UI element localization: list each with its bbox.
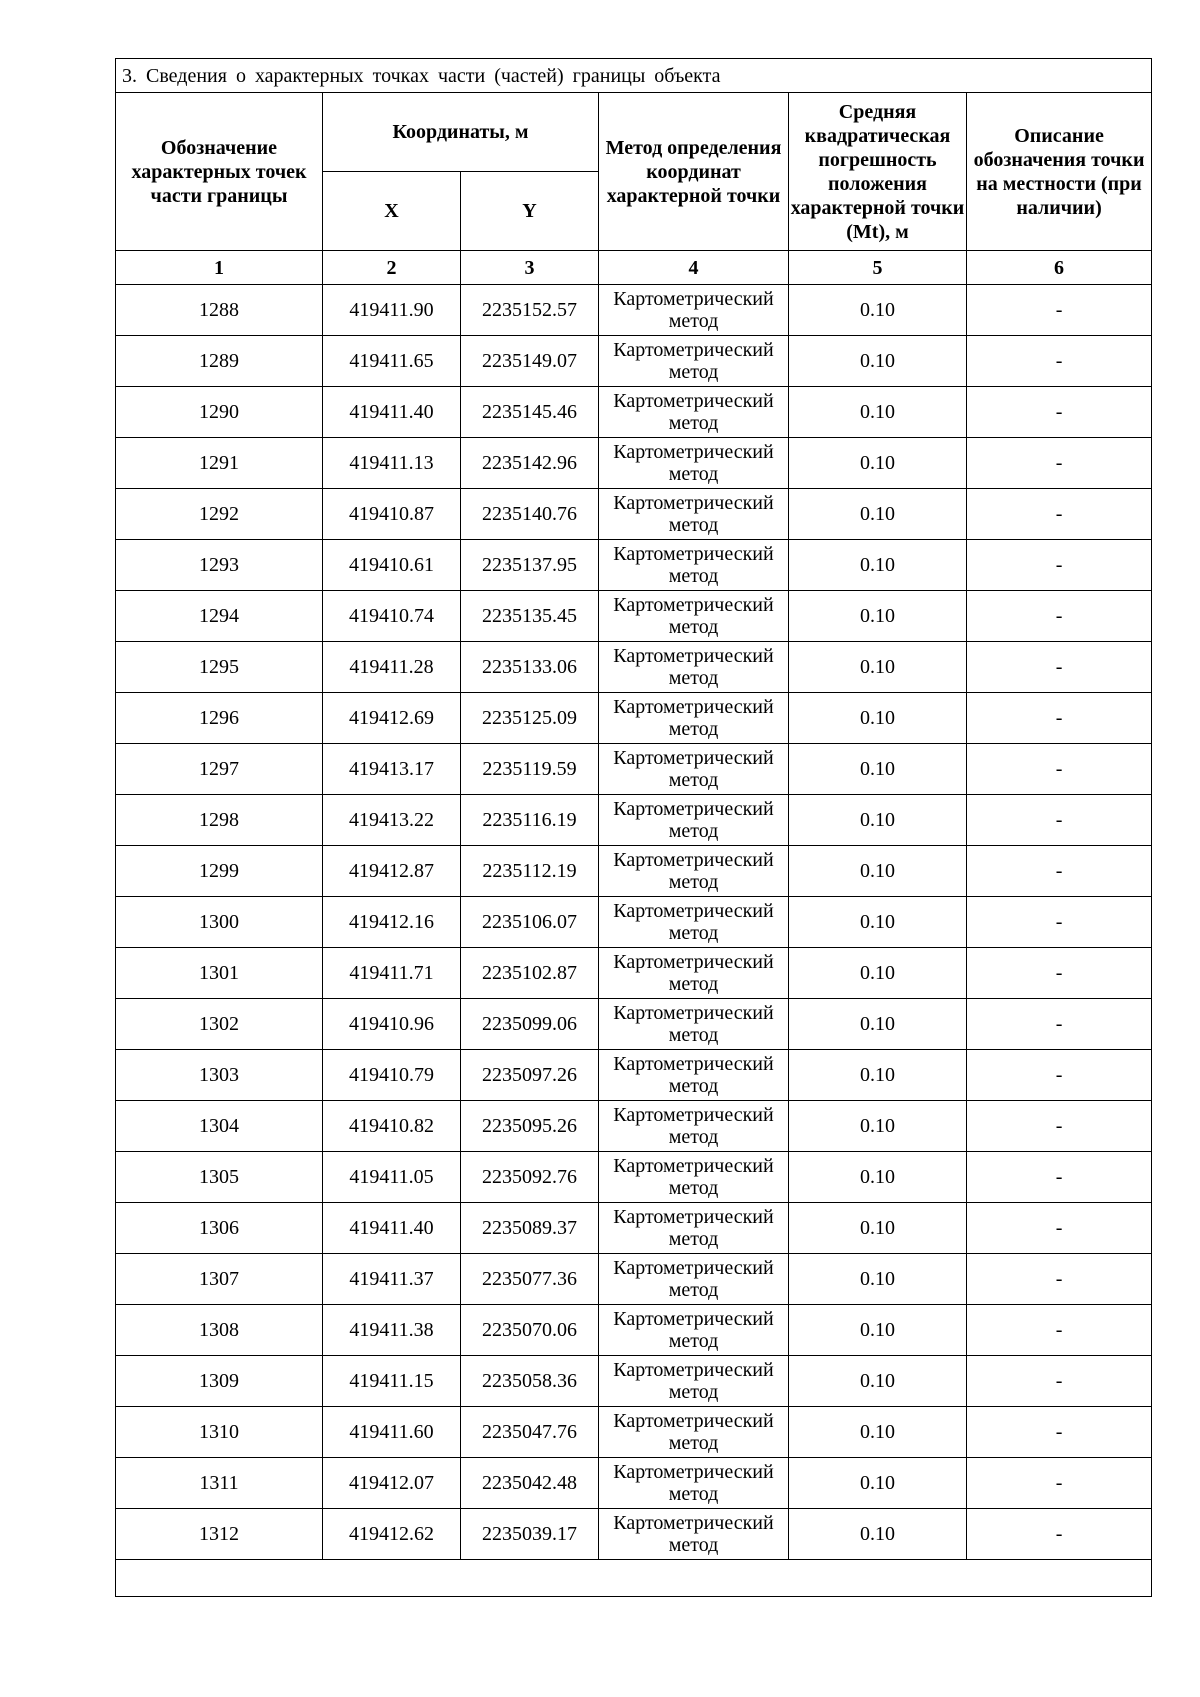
method-cell: Картометрический метод — [599, 1509, 789, 1560]
mean-error-cell: 0.10 — [789, 1254, 967, 1305]
description-cell: - — [967, 693, 1152, 744]
x-coordinate-cell: 419412.69 — [323, 693, 461, 744]
column-number-row — [116, 251, 1152, 285]
description-cell: - — [967, 846, 1152, 897]
method-cell: Картометрический метод — [599, 285, 789, 336]
y-coordinate-cell: 2235102.87 — [461, 948, 599, 999]
method-cell: Картометрический метод — [599, 1305, 789, 1356]
y-coordinate-cell: 2235112.19 — [461, 846, 599, 897]
table-row — [116, 1203, 1152, 1254]
point-number-cell: 1306 — [116, 1203, 323, 1254]
description-cell: - — [967, 1356, 1152, 1407]
table-row — [116, 897, 1152, 948]
point-number-cell: 1297 — [116, 744, 323, 795]
point-number-cell: 1300 — [116, 897, 323, 948]
y-coordinate-cell: 2235099.06 — [461, 999, 599, 1050]
x-coordinate-cell: 419411.65 — [323, 336, 461, 387]
method-cell: Картометрический метод — [599, 1152, 789, 1203]
point-number-cell: 1289 — [116, 336, 323, 387]
x-coordinate-cell: 419410.79 — [323, 1050, 461, 1101]
description-cell: - — [967, 795, 1152, 846]
mean-error-cell: 0.10 — [789, 795, 967, 846]
y-coordinate-cell: 2235089.37 — [461, 1203, 599, 1254]
mean-error-cell: 0.10 — [789, 489, 967, 540]
mean-error-cell: 0.10 — [789, 1152, 967, 1203]
y-coordinate-cell: 2235137.95 — [461, 540, 599, 591]
mean-error-cell: 0.10 — [789, 642, 967, 693]
empty-cell — [116, 1560, 1152, 1597]
y-coordinate-cell: 2235106.07 — [461, 897, 599, 948]
y-coordinate-cell: 2235152.57 — [461, 285, 599, 336]
y-coordinate-cell: 2235097.26 — [461, 1050, 599, 1101]
table-row — [116, 1050, 1152, 1101]
mean-error-cell: 0.10 — [789, 1203, 967, 1254]
method-cell: Картометрический метод — [599, 438, 789, 489]
header-row — [116, 93, 1152, 172]
point-number-cell: 1312 — [116, 1509, 323, 1560]
table-row — [116, 489, 1152, 540]
mean-error-cell: 0.10 — [789, 1509, 967, 1560]
header-x: X — [323, 172, 461, 251]
method-cell: Картометрический метод — [599, 1407, 789, 1458]
table-row — [116, 1305, 1152, 1356]
description-cell: - — [967, 1152, 1152, 1203]
table-row — [116, 744, 1152, 795]
x-coordinate-cell: 419411.05 — [323, 1152, 461, 1203]
method-cell: Картометрический метод — [599, 642, 789, 693]
description-cell: - — [967, 387, 1152, 438]
mean-error-cell: 0.10 — [789, 1407, 967, 1458]
y-coordinate-cell: 2235149.07 — [461, 336, 599, 387]
y-coordinate-cell: 2235119.59 — [461, 744, 599, 795]
mean-error-cell: 0.10 — [789, 387, 967, 438]
method-cell: Картометрический метод — [599, 846, 789, 897]
header-mean-error: Средняя квадратическая погрешность положения характерной точки (Mt), м — [789, 93, 967, 251]
x-coordinate-cell: 419411.90 — [323, 285, 461, 336]
description-cell: - — [967, 1458, 1152, 1509]
method-cell: Картометрический метод — [599, 1050, 789, 1101]
mean-error-cell: 0.10 — [789, 1050, 967, 1101]
table-row — [116, 387, 1152, 438]
description-cell: - — [967, 591, 1152, 642]
point-number-cell: 1288 — [116, 285, 323, 336]
x-coordinate-cell: 419411.13 — [323, 438, 461, 489]
mean-error-cell: 0.10 — [789, 540, 967, 591]
description-cell: - — [967, 1407, 1152, 1458]
x-coordinate-cell: 419411.37 — [323, 1254, 461, 1305]
description-cell: - — [967, 489, 1152, 540]
description-cell: - — [967, 1050, 1152, 1101]
method-cell: Картометрический метод — [599, 1356, 789, 1407]
x-coordinate-cell: 419413.22 — [323, 795, 461, 846]
x-coordinate-cell: 419412.87 — [323, 846, 461, 897]
header-point-designation: Обозначение характерных точек части границы — [116, 93, 323, 251]
point-number-cell: 1301 — [116, 948, 323, 999]
y-coordinate-cell: 2235135.45 — [461, 591, 599, 642]
point-number-cell: 1311 — [116, 1458, 323, 1509]
point-number-cell: 1304 — [116, 1101, 323, 1152]
point-number-cell: 1291 — [116, 438, 323, 489]
column-number: 2 — [323, 251, 461, 285]
method-cell: Картометрический метод — [599, 1101, 789, 1152]
method-cell: Картометрический метод — [599, 387, 789, 438]
mean-error-cell: 0.10 — [789, 591, 967, 642]
point-number-cell: 1309 — [116, 1356, 323, 1407]
table-row — [116, 1509, 1152, 1560]
table-row — [116, 336, 1152, 387]
mean-error-cell: 0.10 — [789, 336, 967, 387]
section-title-row — [116, 59, 1152, 93]
x-coordinate-cell: 419411.40 — [323, 1203, 461, 1254]
description-cell: - — [967, 642, 1152, 693]
x-coordinate-cell: 419413.17 — [323, 744, 461, 795]
x-coordinate-cell: 419411.15 — [323, 1356, 461, 1407]
description-cell: - — [967, 1305, 1152, 1356]
table-row — [116, 285, 1152, 336]
header-coordinates: Координаты, м — [323, 93, 599, 172]
method-cell: Картометрический метод — [599, 1203, 789, 1254]
header-description: Описание обозначения точки на местности (при наличии) — [967, 93, 1152, 251]
point-number-cell: 1310 — [116, 1407, 323, 1458]
description-cell: - — [967, 540, 1152, 591]
mean-error-cell: 0.10 — [789, 1356, 967, 1407]
header-y: Y — [461, 172, 599, 251]
y-coordinate-cell: 2235145.46 — [461, 387, 599, 438]
point-number-cell: 1294 — [116, 591, 323, 642]
x-coordinate-cell: 419412.16 — [323, 897, 461, 948]
description-cell: - — [967, 999, 1152, 1050]
y-coordinate-cell: 2235039.17 — [461, 1509, 599, 1560]
table-row — [116, 948, 1152, 999]
method-cell: Картометрический метод — [599, 1458, 789, 1509]
header-method: Метод определения координат характерной точки — [599, 93, 789, 251]
table-row — [116, 1458, 1152, 1509]
table-row — [116, 1254, 1152, 1305]
table-row — [116, 1356, 1152, 1407]
description-cell: - — [967, 897, 1152, 948]
mean-error-cell: 0.10 — [789, 438, 967, 489]
point-number-cell: 1305 — [116, 1152, 323, 1203]
mean-error-cell: 0.10 — [789, 1458, 967, 1509]
table-row — [116, 438, 1152, 489]
mean-error-cell: 0.10 — [789, 744, 967, 795]
table-row — [116, 795, 1152, 846]
x-coordinate-cell: 419410.61 — [323, 540, 461, 591]
table-row — [116, 591, 1152, 642]
y-coordinate-cell: 2235095.26 — [461, 1101, 599, 1152]
x-coordinate-cell: 419411.28 — [323, 642, 461, 693]
x-coordinate-cell: 419411.60 — [323, 1407, 461, 1458]
description-cell: - — [967, 336, 1152, 387]
method-cell: Картометрический метод — [599, 744, 789, 795]
description-cell: - — [967, 744, 1152, 795]
table-row — [116, 999, 1152, 1050]
point-number-cell: 1292 — [116, 489, 323, 540]
section-title: 3. Сведения о характерных точках части (частей) границы объекта — [116, 59, 1152, 93]
description-cell: - — [967, 1509, 1152, 1560]
y-coordinate-cell: 2235042.48 — [461, 1458, 599, 1509]
x-coordinate-cell: 419410.82 — [323, 1101, 461, 1152]
x-coordinate-cell: 419411.40 — [323, 387, 461, 438]
description-cell: - — [967, 1203, 1152, 1254]
point-number-cell: 1302 — [116, 999, 323, 1050]
table-row — [116, 642, 1152, 693]
method-cell: Картометрический метод — [599, 999, 789, 1050]
x-coordinate-cell: 419410.96 — [323, 999, 461, 1050]
method-cell: Картометрический метод — [599, 1254, 789, 1305]
method-cell: Картометрический метод — [599, 795, 789, 846]
y-coordinate-cell: 2235125.09 — [461, 693, 599, 744]
method-cell: Картометрический метод — [599, 948, 789, 999]
description-cell: - — [967, 1254, 1152, 1305]
method-cell: Картометрический метод — [599, 336, 789, 387]
table-row — [116, 846, 1152, 897]
column-number: 3 — [461, 251, 599, 285]
point-number-cell: 1307 — [116, 1254, 323, 1305]
y-coordinate-cell: 2235142.96 — [461, 438, 599, 489]
table-row — [116, 1407, 1152, 1458]
mean-error-cell: 0.10 — [789, 693, 967, 744]
table-row — [116, 693, 1152, 744]
mean-error-cell: 0.10 — [789, 948, 967, 999]
description-cell: - — [967, 948, 1152, 999]
boundary-points-table — [115, 58, 1152, 1597]
x-coordinate-cell: 419410.74 — [323, 591, 461, 642]
point-number-cell: 1290 — [116, 387, 323, 438]
column-number: 4 — [599, 251, 789, 285]
y-coordinate-cell: 2235116.19 — [461, 795, 599, 846]
column-number: 5 — [789, 251, 967, 285]
mean-error-cell: 0.10 — [789, 285, 967, 336]
empty-table-row — [116, 1560, 1152, 1597]
point-number-cell: 1303 — [116, 1050, 323, 1101]
y-coordinate-cell: 2235140.76 — [461, 489, 599, 540]
description-cell: - — [967, 285, 1152, 336]
description-cell: - — [967, 438, 1152, 489]
point-number-cell: 1298 — [116, 795, 323, 846]
y-coordinate-cell: 2235058.36 — [461, 1356, 599, 1407]
point-number-cell: 1296 — [116, 693, 323, 744]
method-cell: Картометрический метод — [599, 693, 789, 744]
method-cell: Картометрический метод — [599, 540, 789, 591]
x-coordinate-cell: 419412.07 — [323, 1458, 461, 1509]
y-coordinate-cell: 2235092.76 — [461, 1152, 599, 1203]
method-cell: Картометрический метод — [599, 591, 789, 642]
point-number-cell: 1308 — [116, 1305, 323, 1356]
point-number-cell: 1299 — [116, 846, 323, 897]
mean-error-cell: 0.10 — [789, 897, 967, 948]
mean-error-cell: 0.10 — [789, 846, 967, 897]
mean-error-cell: 0.10 — [789, 1305, 967, 1356]
y-coordinate-cell: 2235133.06 — [461, 642, 599, 693]
x-coordinate-cell: 419411.38 — [323, 1305, 461, 1356]
y-coordinate-cell: 2235070.06 — [461, 1305, 599, 1356]
y-coordinate-cell: 2235077.36 — [461, 1254, 599, 1305]
table-row — [116, 540, 1152, 591]
column-number: 1 — [116, 251, 323, 285]
table-row — [116, 1152, 1152, 1203]
point-number-cell: 1295 — [116, 642, 323, 693]
y-coordinate-cell: 2235047.76 — [461, 1407, 599, 1458]
point-number-cell: 1293 — [116, 540, 323, 591]
x-coordinate-cell: 419410.87 — [323, 489, 461, 540]
description-cell: - — [967, 1101, 1152, 1152]
mean-error-cell: 0.10 — [789, 1101, 967, 1152]
column-number: 6 — [967, 251, 1152, 285]
x-coordinate-cell: 419412.62 — [323, 1509, 461, 1560]
table-row — [116, 1101, 1152, 1152]
mean-error-cell: 0.10 — [789, 999, 967, 1050]
x-coordinate-cell: 419411.71 — [323, 948, 461, 999]
method-cell: Картометрический метод — [599, 489, 789, 540]
method-cell: Картометрический метод — [599, 897, 789, 948]
